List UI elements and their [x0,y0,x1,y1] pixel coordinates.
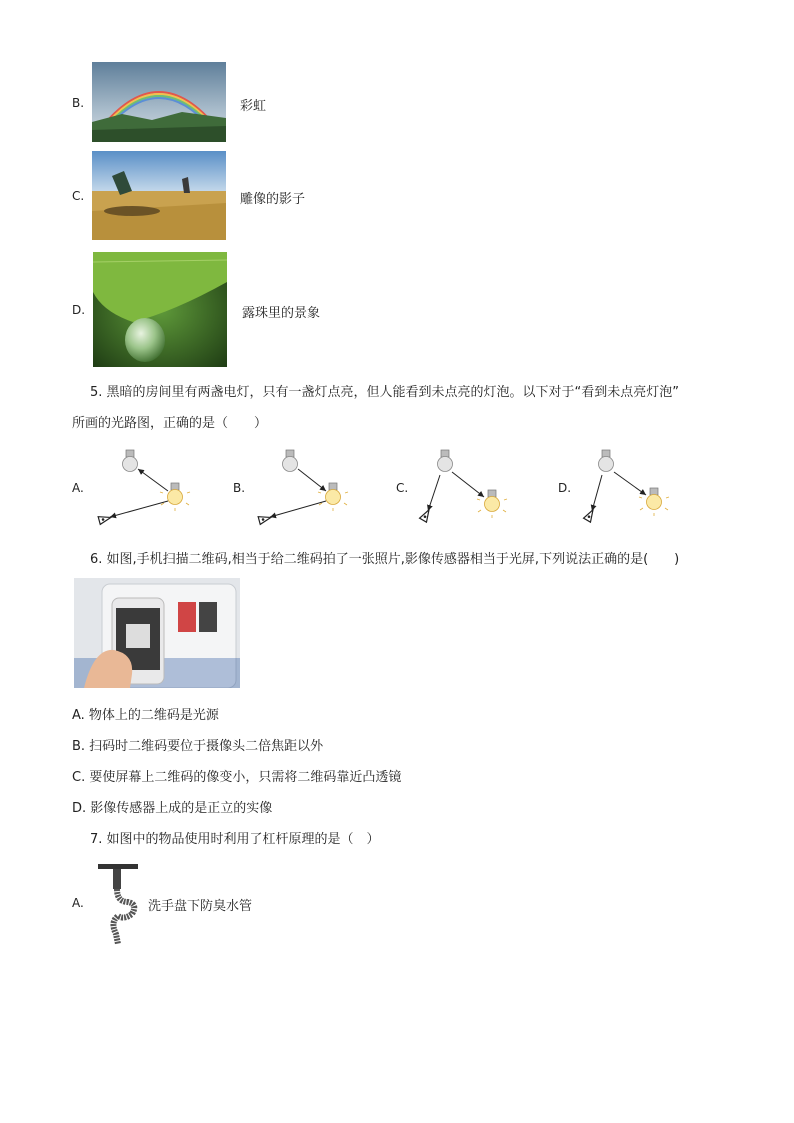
option-letter: D. [558,481,572,495]
option-caption: 彩虹 [240,99,267,114]
option-caption: 露珠里的景象 [242,306,321,321]
option-d: D. 影像传感器上成的是正立的实像 [72,801,273,816]
question-6-stem: 6. 如图,手机扫描二维码,相当于给二维码拍了一张照片,影像传感器相当于光屏,下列说法正确的是( ) [90,552,680,567]
question-7-stem: 7. 如图中的物品使用时利用了杠杆原理的是（ ） [90,832,380,847]
option-letter: C. [72,189,85,203]
question-5-stem-cont: 所画的光路图，正确的是（ ） [72,416,268,431]
option-letter: C. [396,481,409,495]
option-c: C. 要使屏幕上二维码的像变小，只需将二维码靠近凸透镜 [72,770,402,785]
option-caption: 洗手盘下防臭水管 [148,899,253,914]
option-letter: B. [72,96,85,110]
dewdrop-photo [93,252,227,367]
drain-pipe-image [96,862,146,946]
option-a: A. 物体上的二维码是光源 [72,708,219,723]
option-letter: A. [72,481,84,495]
phone-scan-qr-photo [74,578,240,688]
option-letter: A. [72,896,84,910]
statue-shadow-photo [92,151,226,240]
light-path-diagrams [90,445,710,530]
rainbow-photo [92,62,226,142]
question-5-stem: 5. 黑暗的房间里有两盏电灯，只有一盏灯点亮，但人能看到未点亮的灯泡。以下对于“看到未点亮灯泡” [90,385,680,400]
option-caption: 雕像的影子 [240,192,306,207]
option-letter: B. [233,481,246,495]
option-b: B. 扫码时二维码要位于摄像头二倍焦距以外 [72,739,324,754]
option-letter: D. [72,303,86,317]
